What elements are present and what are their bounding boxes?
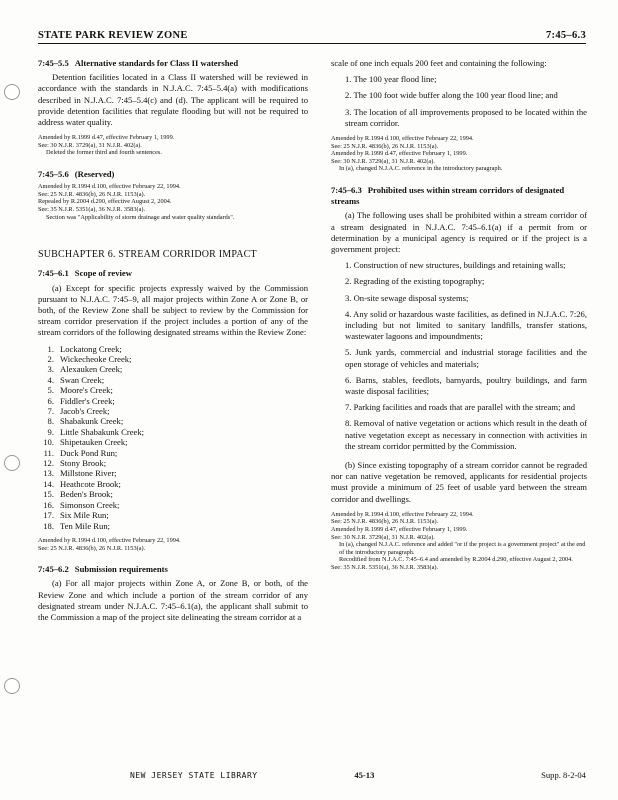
stream-list <box>38 344 308 531</box>
list-item: 3. On-site sewage disposal systems; <box>345 292 469 303</box>
binder-hole-icon <box>4 678 20 694</box>
section-body: Detention facilities located in a Class II watershed will be reviewed in accordance with the standards in N.J.A.C. 7:45–5.4(a) with modifications described in N.J.A.C. 7:45–5.4(c) and (d). The applicant will be required to provide detention facilities that regulate flooding but will not be required to address water quality. <box>38 72 308 128</box>
section-body: (a) The following uses shall be prohibited within a stream corridor of a stream designated in N.J.A.C. 7:45–6.1(a) if a permit from or determination by a municipal agency is required or if the project is a government project: <box>331 210 587 254</box>
list-item: 2. Wickecheoke Creek; <box>47 354 132 364</box>
list-item: 6. Fiddler's Creek; <box>47 395 115 406</box>
list-item: 10. Shipetauken Creek; <box>43 437 128 448</box>
list-item: 5. Junk yards, commercial and industrial storage facilities and the open storage of vehicles and materials; <box>345 347 587 369</box>
list-item: 7. Parking facilities and roads that are parallel with the stream; and <box>345 402 576 413</box>
list-item: 3. The location of all improvements proposed to be located within the stream corridor. <box>345 106 587 128</box>
section-body: (a) Except for specific projects expressly waived by the Commission pursuant to N.J.A.C. 7:45–9, all major projects within Zone A or Zone B, or both, of the Review Zone shall be subject to review by the Commission for stream corridor preservation if the project includes a portion of any of the stream corridors of the following designated streams within the Review Zone: <box>38 282 308 338</box>
list-item: 1. The 100 year flood line; <box>345 74 437 85</box>
section-body-continued: scale of one inch equals 200 feet and containing the following: <box>331 58 547 68</box>
list-item: 1. Lockatong Creek; <box>47 343 122 354</box>
list-item: 4. Swan Creek; <box>47 374 105 385</box>
history-note: Amended by R.1994 d.100, effective February 22, 1994. See: 25 N.J.R. 4836(b), 26 N.J.R. 1153(a). Amended by R.1999 d.47, effective February 1, 1999. See: 30 N.J.R. 3729(a), 31 N.J.R. 402(a). In (a), changed N.J.A.C. reference in the introductory paragraph. <box>331 135 503 173</box>
list-item: 1. Construction of new structures, buildings and retaining walls; <box>345 260 566 271</box>
list-item: 14. Heathcote Brook; <box>43 478 121 489</box>
header-title: STATE PARK REVIEW ZONE <box>38 30 188 41</box>
running-header <box>38 30 586 44</box>
left-column <box>38 58 308 623</box>
subchapter-title: SUBCHAPTER 6. STREAM CORRIDOR IMPACT <box>38 249 257 261</box>
library-stamp: NEW JERSEY STATE LIBRARY <box>130 770 258 780</box>
section-heading: 7:45–6.3 Prohibited uses within stream corridors of designated streams <box>331 184 565 207</box>
binder-hole-icon <box>4 455 20 471</box>
history-note: Amended by R.1994 d.100, effective February 22, 1994. See: 25 N.J.R. 4836(b), 26 N.J.R. 1153(a). <box>38 536 181 552</box>
list-item: 2. The 100 foot wide buffer along the 100 year flood line; and <box>345 90 558 101</box>
section-body: (b) Since existing topography of a stream corridor cannot be regraded nor can native vegetation be removed, applicants for residential projects must provide a minimum of 25 feet of usable yard between the stream corridor and dwellings. <box>331 460 587 504</box>
header-section: 7:45–6.3 <box>545 30 586 41</box>
list-item: 8. Shabakunk Creek; <box>47 416 124 427</box>
page-number: 45-13 <box>354 770 375 780</box>
list-item: 17. Six Mile Run; <box>43 510 109 521</box>
list-item: 6. Barns, stables, feedlots, barnyards, poultry buildings, and farm waste disposal facilities; <box>345 374 587 397</box>
list-item: 7. Jacob's Creek; <box>47 406 110 417</box>
section-heading: 7:45–6.2 Submission requirements <box>38 564 168 575</box>
section-heading: 7:45–5.5 Alternative standards for Class II watershed <box>38 58 239 68</box>
section-heading: 7:45–6.1 Scope of review <box>38 268 132 279</box>
binder-hole-icon <box>4 84 20 100</box>
list-item: 15. Beden's Brook; <box>43 489 113 500</box>
list-item: 11. Duck Pond Run; <box>43 447 118 458</box>
list-item: 13. Millstone River; <box>43 468 117 479</box>
section-body: (a) For all major projects within Zone A, or Zone B, or both, of the Review Zone and which include a portion of the stream corridor of any designated stream under N.J.A.C. 7:45–6.1(a), the applicant shall submit to the Commission a map of the project site delineating the stream corridor at a <box>38 578 308 622</box>
list-item: 16. Simonson Creek; <box>43 499 120 510</box>
list-item: 12. Stony Brook; <box>43 458 107 469</box>
list-item: 3. Alexauken Creek; <box>47 364 123 375</box>
page-footer <box>38 770 586 780</box>
section-heading: 7:45–5.6 (Reserved) <box>38 169 115 179</box>
supplement-date: Supp. 8-2-04 <box>541 770 586 780</box>
list-item: 2. Regrading of the existing topography; <box>345 276 485 287</box>
list-item: 8. Removal of native vegetation or actions which result in the death of native vegetation except as necessary in connection with activities in the stream corridor permitted by the Commission. <box>345 418 587 451</box>
list-item: 4. Any solid or hazardous waste facilities, as defined in N.J.A.C. 7:26, including but not limited to sanitary landfills, transfer stations, wastewater lagoons and impoundments; <box>345 308 587 342</box>
list-item: 5. Moore's Creek; <box>47 385 113 396</box>
right-column <box>331 58 587 572</box>
history-note: Amended by R.1999 d.47, effective February 1, 1999. See: 30 N.J.R. 3729(a), 31 N.J.R. 402(a). Deleted the former third and fourth sentences. <box>38 134 175 157</box>
history-note: Amended by R.1994 d.100, effective February 22, 1994. See: 25 N.J.R. 4836(b), 26 N.J.R. 1153(a). Amended by R.1999 d.47, effective February 1, 1999. See: 30 N.J.R. 3729(a), 31 N.J.R. 402(a). In (a), changed N.J.A.C. reference and added "or if the project is a government project" at the end of the introductory paragraph. Recodified from N.J.A.C. 7:45–6.4 and amended by R.2004 d.290, effective August 2, 2004. See: 35 N.J.R. 5351(a), 36 N.J.R. 3583(a). <box>331 510 586 572</box>
history-note: Amended by R.1994 d.100, effective February 22, 1994. See: 25 N.J.R. 4836(b), 26 N.J.R. 1153(a). Repealed by R.2004 d.290, effective August 2, 2004. See: 35 N.J.R. 5351(a), 36 N.J.R. 3583(a). Section was "Applicability of storm drainage and water quality standards". <box>38 183 235 221</box>
list-item: 18. Ten Mile Run; <box>43 520 111 531</box>
list-item: 9. Little Shabakunk Creek; <box>47 426 145 437</box>
